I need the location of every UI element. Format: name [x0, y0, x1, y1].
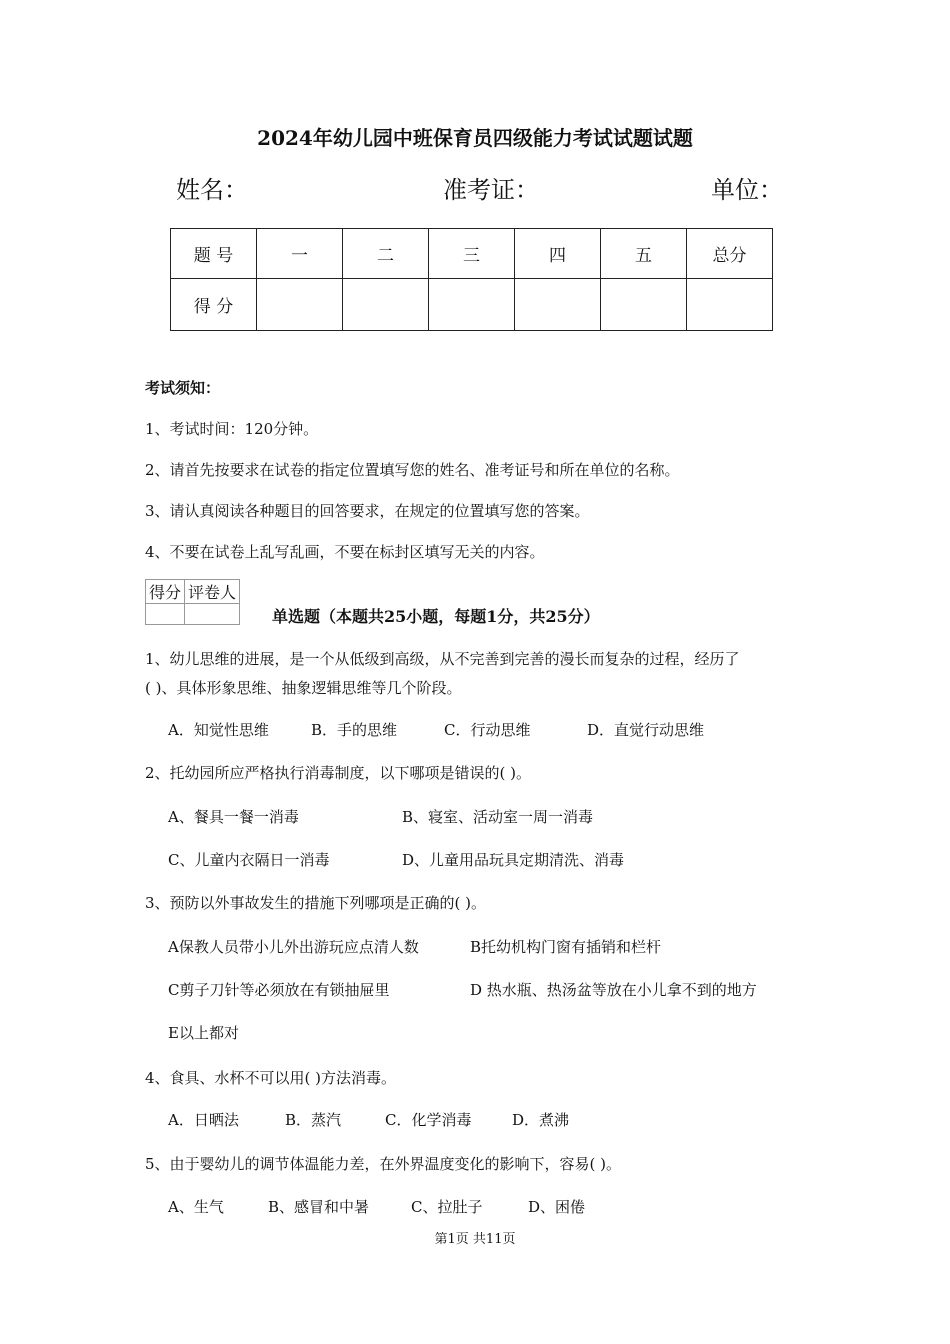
notice-item: 3、请认真阅读各种题目的回答要求，在规定的位置填写您的答案。: [145, 502, 590, 520]
answer-option[interactable]: D、儿童用品玩具定期清洗、消毒: [402, 851, 625, 869]
grader-box: [145, 579, 240, 625]
answer-option[interactable]: A保教人员带小儿外出游玩应点清人数: [168, 938, 419, 956]
score-table-cell: 二: [343, 229, 429, 279]
name-field-label: 姓名：: [176, 176, 248, 204]
unit-field-label: 单位：: [711, 176, 783, 204]
section-title: 单选题（本题共25小题，每题1分，共25分）: [272, 607, 600, 626]
question-stem: 3、预防以外事故发生的措施下列哪项是正确的( )。: [145, 894, 487, 912]
question-stem: 5、由于婴幼儿的调节体温能力差，在外界温度变化的影响下，容易( )。: [145, 1155, 622, 1173]
score-input-cell[interactable]: [601, 279, 687, 331]
answer-option[interactable]: B托幼机构门窗有插销和栏杆: [470, 938, 662, 956]
exam-id-field-label: 准考证：: [443, 176, 539, 204]
answer-option[interactable]: A．知觉性思维: [168, 721, 269, 739]
answer-option[interactable]: B．蒸汽: [285, 1111, 342, 1129]
answer-option[interactable]: B、寝室、活动室一周一消毒: [402, 808, 594, 826]
answer-option[interactable]: B、感冒和中暑: [268, 1198, 370, 1216]
answer-option[interactable]: D 热水瓶、热汤盆等放在小儿拿不到的地方: [470, 981, 757, 999]
answer-option[interactable]: D．煮沸: [512, 1111, 570, 1129]
score-table-cell: 总分: [687, 229, 773, 279]
score-table-cell: 得 分: [171, 279, 257, 331]
answer-option[interactable]: C．行动思维: [444, 721, 531, 739]
notice-item: 1、考试时间：120分钟。: [145, 420, 319, 438]
question-stem: ( )、具体形象思维、抽象逻辑思维等几个阶段。: [145, 679, 462, 697]
score-input-cell[interactable]: [257, 279, 343, 331]
score-table-cell: 五: [601, 229, 687, 279]
answer-option[interactable]: C．化学消毒: [385, 1111, 472, 1129]
score-input-cell[interactable]: [429, 279, 515, 331]
score-table-cell: 题 号: [171, 229, 257, 279]
question-stem: 1、幼儿思维的进展，是一个从低级到高级，从不完善到完善的漫长而复杂的过程，经历了: [145, 650, 740, 668]
answer-option[interactable]: C、儿童内衣隔日一消毒: [168, 851, 330, 869]
question-stem: 2、托幼园所应严格执行消毒制度，以下哪项是错误的( )。: [145, 764, 532, 782]
answer-option[interactable]: D．直觉行动思维: [587, 721, 705, 739]
score-input-cell[interactable]: [515, 279, 601, 331]
answer-option[interactable]: A、餐具一餐一消毒: [168, 808, 299, 826]
score-table-cell: 四: [515, 229, 601, 279]
grader-score-label: 得分: [146, 580, 185, 604]
grader-score-cell[interactable]: [146, 604, 185, 625]
score-table-cell: 三: [429, 229, 515, 279]
answer-option[interactable]: E以上都对: [168, 1024, 239, 1042]
answer-option[interactable]: C剪子刀针等必须放在有锁抽屉里: [168, 981, 390, 999]
score-table: [170, 228, 773, 331]
question-stem: 4、食具、水杯不可以用( )方法消毒。: [145, 1069, 397, 1087]
notice-heading: 考试须知：: [145, 379, 221, 397]
page-footer: 第1页 共11页: [434, 1232, 516, 1247]
answer-option[interactable]: A．日晒法: [168, 1111, 239, 1129]
notice-item: 4、不要在试卷上乱写乱画，不要在标封区填写无关的内容。: [145, 543, 545, 561]
score-input-cell[interactable]: [687, 279, 773, 331]
score-input-cell[interactable]: [343, 279, 429, 331]
answer-option[interactable]: D、困倦: [528, 1198, 586, 1216]
score-table-cell: 一: [257, 229, 343, 279]
answer-option[interactable]: A、生气: [168, 1198, 224, 1216]
answer-option[interactable]: B．手的思维: [311, 721, 398, 739]
score-table-score-row: [171, 279, 773, 331]
notice-item: 2、请首先按要求在试卷的指定位置填写您的姓名、准考证号和所在单位的名称。: [145, 461, 680, 479]
answer-option[interactable]: C、拉肚子: [411, 1198, 483, 1216]
score-table-header-row: [171, 229, 773, 279]
grader-name-cell[interactable]: [185, 604, 240, 625]
grader-name-label: 评卷人: [185, 580, 240, 604]
page-title: 2024年幼儿园中班保育员四级能力考试试题试题: [257, 126, 693, 150]
